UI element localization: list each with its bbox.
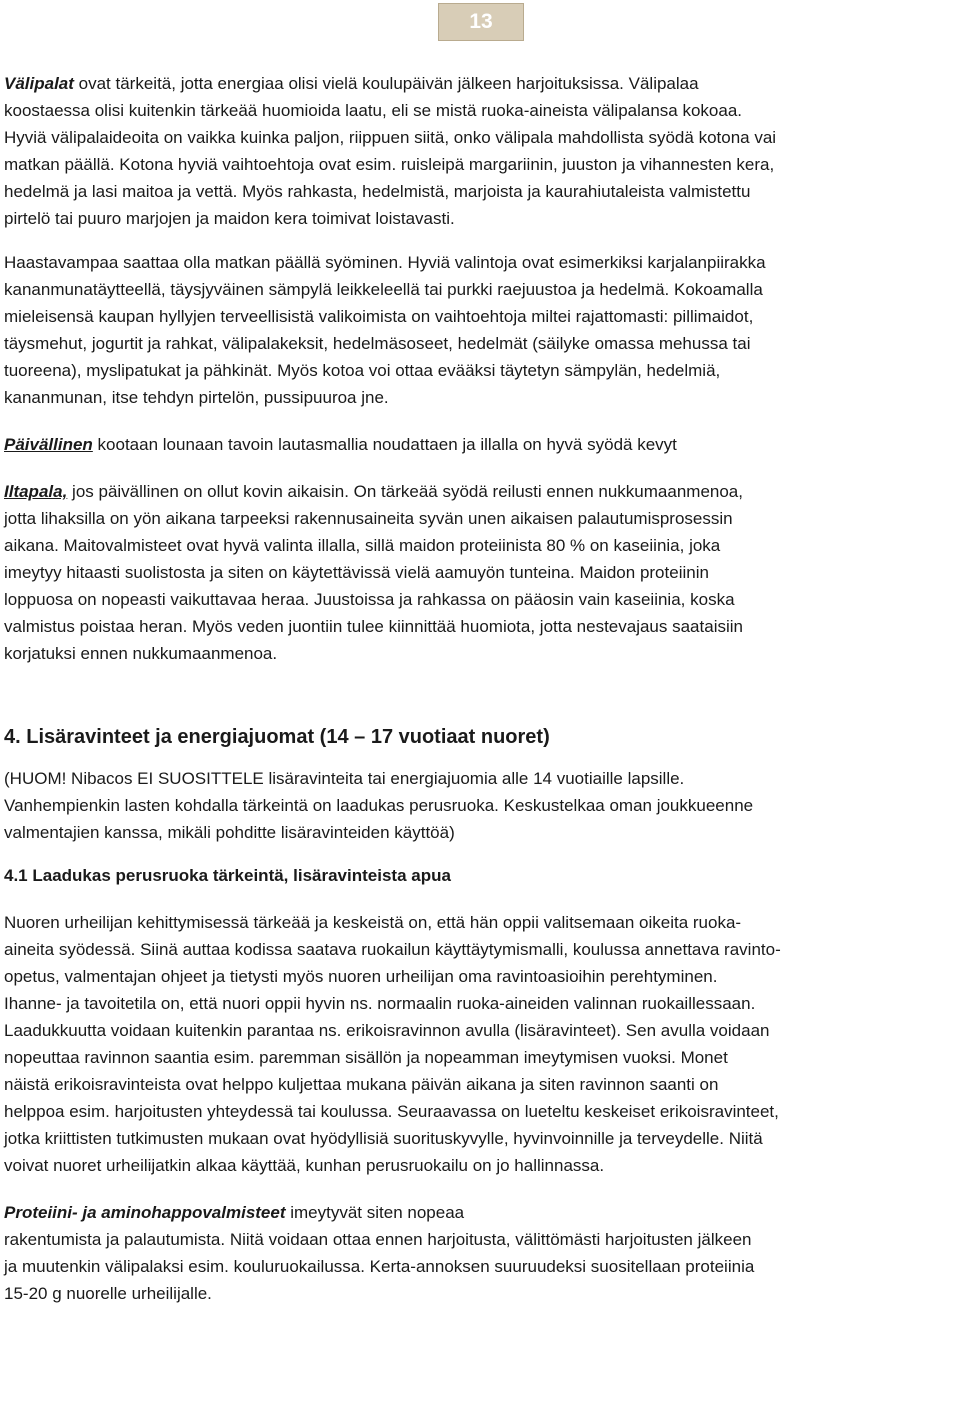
paragraph-iltapala: Iltapala, jos päivällinen on ollut kovin aikaisin. On tärkeää syödä reilusti ennen nukkumaanmenoa, jotta lihaksilla on yön aikana tarpeeksi rakennusaineita syvän unen aikaisen palautumisprosessin aikana. Maitovalmisteet ovat hyvä valinta illalla, sillä maidon proteiinista 80 % on kaseiinia, joka imeytyy hitaasti suolistosta ja siten on käytettävissä vielä aamuyön tunteina. Maidon proteiinin loppuosa on nopeasti vaikuttavaa heraa. Juustoissa ja rahkassa on pääosin vain kaseiinia, koska valmistus poistaa heran. Myös veden juontiin tulee kiinnittää huomiota, jotta nestevajaus saataisiin korjatuksi ennen nukkumaanmenoa. xyxy=(4,482,743,663)
term-proteiini: Proteiini- ja aminohappovalmisteet xyxy=(4,1203,286,1222)
document-body xyxy=(4,70,956,1307)
page-number: 13 xyxy=(469,10,493,33)
paragraph-huom: (HUOM! Nibacos EI SUOSITTELE lisäravinteita tai energiajuomia alle 14 vuotiaille lapsille. Vanhempienkin lasten kohdalla tärkeintä on laadukas perusruoka. Keskustelkaa oman joukkueenne valmentajien kanssa, mikäli pohditte lisäravinteiden käyttöä) xyxy=(4,769,754,842)
page-number-badge xyxy=(438,3,524,41)
paragraph-paivallinen: Päivällinen kootaan lounaan tavoin lautasmallia noudattaen ja illalla on hyvä syödä kevyt xyxy=(4,435,677,454)
heading-section-4: 4. Lisäravinteet ja energiajuomat (14 – 17 vuotiaat nuoret) xyxy=(4,726,550,748)
heading-section-4-1: 4.1 Laadukas perusruoka tärkeintä, lisäravinteista apua xyxy=(4,866,451,885)
term-iltapala: Iltapala, xyxy=(4,482,68,501)
paragraph-matkan-paalla: Haastavampaa saattaa olla matkan päällä syöminen. Hyviä valintoja ovat esimerkiksi karjalanpiirakka kananmunatäytteellä, täysjyväinen sämpylä leikkeleellä tai purkki raejuustoa ja hedelmä. Kokoamalla mieleisensä kaupan hyllyjen terveellisistä valikoimista on vaihtoehtoja miltei rajattomasti: pillimaidot, täysmehut, jogurtit ja rahkat, välipalakeksit, hedelmäsoseet, hedelmät (säilyke omassa mehussa tai tuoreena), myslipatukat ja pähkinät. Myös kotoa voi ottaa evääksi täytetyn sämpylän, hedelmiä, kananmunan, itse tehdyn pirtelön, pussipuuroa jne. xyxy=(4,253,766,407)
paragraph-nuoren-urheilijan: Nuoren urheilijan kehittymisessä tärkeää ja keskeistä on, että hän oppii valitsemaan oikeita ruoka- aineita syödessä. Siinä auttaa kodissa saatava ruokailun käyttäytymismalli, koulussa annettava ravinto- opetus, valmentajan ohjeet ja tietysti myös nuoren urheilijan oma ravintoasioihin perehtyminen. Ihanne- ja tavoitetila on, että nuori oppii hyvin ns. normaalin ruoka-aineiden valinnan ruokaillessaan. Laadukkuutta voidaan kuitenkin parantaa ns. erikoisravinnon avulla (lisäravinteet). Sen avulla voidaan nopeuttaa ravinnon saantia esim. paremman sisällön ja nopeamman imeytymisen vuoksi. Monet näistä erikoisravinteista ovat helppo kuljettaa mukana päivän aikana ja siten ravinnon saanti on helppoa esim. harjoitusten yhteydessä tai koulussa. Seuraavassa on lueteltu keskeiset erikoisravinteet, jotka kriittisten tutkimusten mukaan ovat hyödyllisiä suorituskyvylle, hyvinvoinnille ja terveydelle. Niitä voivat nuoret urheilijatkin alkaa käyttää, kunhan perusruokailu on jo hallinnassa. xyxy=(4,913,781,1175)
paragraph-valipalat: Välipalat ovat tärkeitä, jotta energiaa olisi vielä koulupäivän jälkeen harjoituksissa. Välipalaa koostaessa olisi kuitenkin tärkeää huomioida laatu, eli se mistä ruoka-aineista välipalansa kokoaa. Hyviä välipalaideoita on vaikka kuinka paljon, riippuen siitä, onko välipala mahdollista syödä kotona vai matkan päällä. Kotona hyviä vaihtoehtoja ovat esim. ruisleipä margariinin, juuston ja vihannesten kera, hedelmä ja lasi maitoa ja vettä. Myös rahkasta, hedelmistä, marjoista ja kaurahiutaleista valmistettu pirtelö tai puuro marjojen ja maidon kera toimivat loistavasti. xyxy=(4,74,777,228)
term-valipalat: Välipalat xyxy=(4,74,74,93)
term-paivallinen: Päivällinen xyxy=(4,435,93,454)
paragraph-proteiini: Proteiini- ja aminohappovalmisteet imeytyvät siten nopeaa rakentumista ja palautumista. Niitä voidaan ottaa ennen harjoitusta, välittömästi harjoitusten jälkeen ja muutenkin välipalaksi esim. kouluruokailussa. Kerta-annoksen suuruudeksi suositellaan proteiinia 15-20 g nuorelle urheilijalle. xyxy=(4,1203,755,1303)
